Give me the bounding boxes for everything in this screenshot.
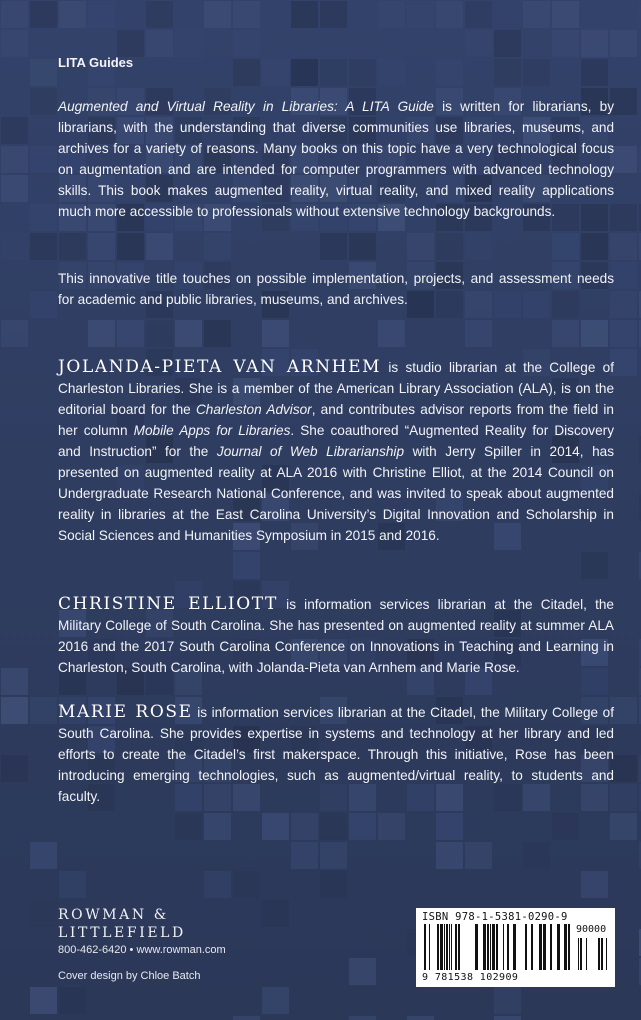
pattern-tile — [1, 233, 28, 260]
author-bio-text: with Jerry Spiller in 2014, has presented on augmented reality at ALA 2016 with Christine Elliot, at the 2014 Council on Undergraduate Research National Conference, and was invited to speak about augmented reality in libraries at the East Carolina University’s Digital Innovation and Scholarship in Social Sciences and Humanities Symposium in 2015 and 2016. — [58, 444, 614, 543]
book-description-2: This innovative title touches on possible implementation, projects, and assessment needs for academic and public libraries, museums, and archives. — [58, 271, 614, 307]
author-name: MARIE ROSE — [58, 702, 193, 722]
barcode-bar — [525, 924, 527, 970]
barcode-bar — [531, 924, 533, 970]
pattern-tile — [523, 59, 550, 86]
pattern-tile — [1, 755, 28, 782]
pattern-tile — [1, 175, 28, 202]
pattern-tile — [59, 987, 86, 1014]
pattern-tile — [610, 204, 637, 231]
barcode-bar — [543, 924, 546, 970]
pattern-tile — [494, 1016, 521, 1020]
pattern-tile — [59, 233, 86, 260]
pattern-tile — [494, 59, 521, 86]
pattern-tile — [523, 1, 550, 28]
barcode-bar — [444, 924, 445, 970]
pattern-tile — [146, 30, 173, 57]
barcode-bar — [487, 924, 489, 970]
pattern-tile — [204, 871, 231, 898]
pattern-tile — [233, 1, 260, 28]
pattern-tile — [610, 291, 637, 318]
pattern-tile — [291, 59, 318, 86]
pattern-tile — [320, 1, 347, 28]
isbn-barcode — [416, 908, 615, 987]
barcode-bar — [539, 924, 542, 970]
pattern-tile — [262, 900, 289, 927]
pattern-tile — [610, 697, 637, 724]
pattern-tile — [233, 552, 260, 579]
publisher-contact: 800-462-6420 • www.rowman.com — [58, 944, 226, 956]
book-description-text: is written for librarians, by librarians, with the understanding that diverse communities use libraries, museums, and archives for a variety of reasons. Many books on this topic have a very technological focus on augmentation and are intended for computer programmers with advanced technology skills. This book makes augmented reality, virtual reality, and mixed reality applications much more accessible to professionals without extensive technology backgrounds. — [58, 99, 615, 219]
pattern-tile — [436, 842, 463, 869]
author-bio-text: is information services librarian at the Citadel, the Military College of South Carolina. She provides expertise in systems and technology at her library and led efforts to create the Citadel’s first makerspace. Through this initiative, Rose has been introducing emerging technologies, such as augmented/virtual reality, to students and faculty. — [58, 705, 614, 804]
barcode-bar — [429, 924, 430, 970]
pattern-tile — [146, 1, 173, 28]
pattern-tile — [581, 233, 608, 260]
pattern-tile — [59, 871, 86, 898]
price-barcode-bar — [578, 938, 579, 970]
pattern-tile — [349, 958, 376, 985]
pattern-tile — [610, 320, 637, 347]
pattern-tile — [610, 755, 637, 782]
pattern-tile — [465, 30, 492, 57]
publication-title: Charleston Advisor — [195, 402, 312, 417]
author-bio-text: is information services librarian at the Citadel, the Military College of South Carolina. She has presented on augmented reality at summer ALA 2016 and the 2017 South Carolina Conference on Innovations in Teaching and Learning in Charleston, South Carolina, with Jolanda-Pieta van Arnhem and Marie Rose. — [58, 597, 614, 675]
pattern-tile — [1, 697, 28, 724]
pattern-tile — [610, 233, 637, 260]
barcode-bar — [440, 924, 443, 970]
author-bio-vanarnhem — [58, 357, 614, 546]
pattern-tile — [30, 146, 57, 173]
pattern-tile — [117, 233, 144, 260]
barcode-bar — [503, 924, 504, 970]
author-bio-elliott — [58, 594, 614, 678]
pattern-tile — [378, 1, 405, 28]
pattern-tile — [1, 30, 28, 57]
pattern-tile — [204, 233, 231, 260]
author-name: JOLANDA-PIETA VAN ARNHEM — [58, 357, 382, 377]
pattern-tile — [378, 59, 405, 86]
barcode-bar — [449, 924, 450, 970]
pattern-tile — [320, 59, 347, 86]
pattern-tile — [349, 233, 376, 260]
cover-design-credit: Cover design by Chloe Batch — [58, 970, 201, 982]
pattern-tile — [610, 88, 637, 115]
pattern-tile — [552, 233, 579, 260]
pattern-tile — [291, 813, 318, 840]
pattern-tile — [552, 320, 579, 347]
price-code: 90000 — [576, 924, 607, 935]
pattern-tile — [1, 668, 28, 695]
price-barcode-bar — [601, 938, 603, 970]
barcode-bar — [492, 924, 495, 970]
pattern-tile — [581, 552, 608, 579]
pattern-tile — [581, 30, 608, 57]
pattern-tile — [320, 813, 347, 840]
pattern-tile — [610, 146, 637, 173]
pattern-tile — [436, 1, 463, 28]
pattern-tile — [465, 1, 492, 28]
barcode-bar — [437, 924, 439, 970]
pattern-tile — [117, 320, 144, 347]
pattern-tile — [262, 813, 289, 840]
pattern-tile — [407, 1, 434, 28]
pattern-tile — [30, 697, 57, 724]
pattern-tile — [407, 233, 434, 260]
author-bio-text: , and contributes advisor reports from the field in her column — [58, 402, 614, 438]
journal-title: Journal of Web Librarianship — [216, 444, 405, 459]
barcode-bar — [550, 924, 552, 970]
pattern-tile — [30, 204, 57, 231]
pattern-tile — [349, 1016, 376, 1020]
pattern-tile — [204, 813, 231, 840]
author-bio-text: . She coauthored “Augmented Reality for Discovery and Instruction” for the — [58, 423, 614, 459]
pattern-tile — [494, 30, 521, 57]
pattern-tile — [1, 146, 28, 173]
barcode-bar — [496, 924, 498, 970]
barcode-bar — [557, 924, 560, 970]
pattern-tile — [465, 320, 492, 347]
pattern-tile — [320, 842, 347, 869]
pattern-tile — [262, 320, 289, 347]
pattern-tile — [552, 30, 579, 57]
publisher-line-1: ROWMAN & — [58, 907, 169, 923]
pattern-tile — [581, 59, 608, 86]
barcode-bar — [451, 924, 452, 970]
pattern-tile — [204, 1, 231, 28]
publisher-line-2: LITTLEFIELD — [58, 925, 186, 941]
barcode-bar — [564, 924, 567, 970]
pattern-tile — [30, 59, 57, 86]
pattern-tile — [610, 813, 637, 840]
pattern-tile — [610, 784, 637, 811]
book-title: Augmented and Virtual Reality in Libraries: A LITA Guide — [58, 99, 434, 114]
price-barcode-bar — [598, 938, 600, 970]
pattern-tile — [349, 59, 376, 86]
pattern-tile — [233, 59, 260, 86]
barcode-bar — [458, 924, 460, 970]
pattern-tile — [30, 842, 57, 869]
pattern-tile — [30, 88, 57, 115]
pattern-tile — [436, 59, 463, 86]
pattern-tile — [349, 813, 376, 840]
pattern-tile — [146, 320, 173, 347]
column-title: Mobile Apps for Libraries — [133, 423, 291, 438]
pattern-tile — [175, 813, 202, 840]
pattern-tile — [581, 871, 608, 898]
pattern-tile — [378, 813, 405, 840]
pattern-tile — [30, 1, 57, 28]
pattern-tile — [407, 1016, 434, 1020]
author-name: CHRISTINE ELLIOTT — [58, 594, 278, 614]
pattern-tile — [175, 320, 202, 347]
barcode-bar — [490, 924, 491, 970]
pattern-tile — [523, 842, 550, 869]
pattern-tile — [494, 987, 521, 1014]
pattern-tile — [320, 871, 347, 898]
pattern-tile — [465, 233, 492, 260]
isbn-number: ISBN 978-1-5381-0290-9 — [422, 911, 568, 923]
pattern-tile — [233, 1016, 260, 1020]
pattern-tile — [88, 320, 115, 347]
pattern-tile — [610, 262, 637, 289]
pattern-tile — [88, 1, 115, 28]
pattern-tile — [262, 987, 289, 1014]
pattern-tile — [320, 233, 347, 260]
pattern-tile — [1, 1, 28, 28]
pattern-tile — [1, 117, 28, 144]
barcode-bar — [424, 924, 426, 970]
pattern-tile — [465, 842, 492, 869]
pattern-tile — [146, 233, 173, 260]
pattern-tile — [436, 813, 463, 840]
pattern-tile — [117, 30, 144, 57]
pattern-tile — [30, 291, 57, 318]
pattern-tile — [436, 233, 463, 260]
price-barcode-bar — [586, 938, 587, 970]
barcode-bar — [446, 924, 448, 970]
pattern-tile — [552, 813, 579, 840]
pattern-tile — [30, 987, 57, 1014]
price-barcode-bar — [580, 938, 582, 970]
pattern-tile — [262, 59, 289, 86]
ean-number: 9 781538 102909 — [422, 972, 519, 983]
barcode-bar — [455, 924, 457, 970]
pattern-tile — [378, 320, 405, 347]
pattern-tile — [30, 233, 57, 260]
barcode-bar — [568, 924, 570, 970]
book-description — [58, 96, 614, 222]
pattern-tile — [88, 233, 115, 260]
pattern-tile — [552, 1, 579, 28]
pattern-tile — [233, 30, 260, 57]
pattern-tile — [291, 842, 318, 869]
pattern-tile — [175, 30, 202, 57]
series-label: LITA Guides — [58, 55, 134, 70]
pattern-tile — [610, 30, 637, 57]
pattern-tile — [204, 320, 231, 347]
pattern-tile — [59, 1, 86, 28]
pattern-tile — [1, 320, 28, 347]
pattern-tile — [581, 320, 608, 347]
pattern-tile — [233, 871, 260, 898]
barcode-bar — [475, 924, 478, 970]
pattern-tile — [291, 1, 318, 28]
price-barcode-bar — [606, 938, 607, 970]
publisher-logo — [58, 906, 186, 942]
barcode-bar — [513, 924, 516, 970]
author-bio-rose — [58, 702, 614, 807]
pattern-tile — [30, 900, 57, 927]
pattern-tile — [610, 349, 637, 376]
barcode-bar — [483, 924, 486, 970]
author-bio-text: is studio librarian at the College of Charleston Libraries. She is a member of the American Library Association (ALA), is on the editorial board for the — [58, 360, 614, 417]
barcode-bar — [507, 924, 509, 970]
